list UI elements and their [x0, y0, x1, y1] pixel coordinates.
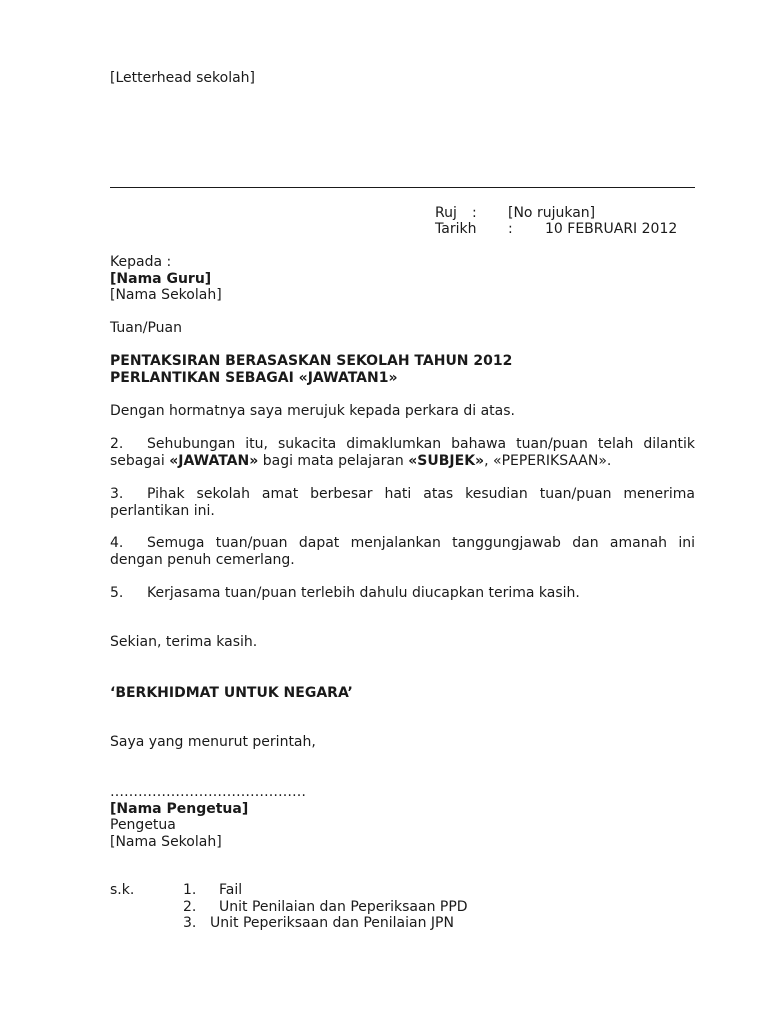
signature-block: [110, 784, 306, 850]
paragraph-text: bagi mata pelajaran: [258, 452, 409, 469]
sign-off: Saya yang menurut perintah,: [110, 734, 316, 750]
cc-item-text: Unit Penilaian dan Peperiksaan PPD: [219, 899, 468, 915]
paragraph-text: Sehubungan itu, sukacita dimaklumkan bahawa tuan/puan telah dilantik sebagai: [110, 436, 695, 469]
recipient-block: [110, 254, 222, 304]
paragraph-number: 4.: [110, 535, 124, 551]
paragraph-text: Kerjasama tuan/puan terlebih dahulu diucapkan terima kasih.: [147, 585, 580, 601]
opening-paragraph: Dengan hormatnya saya merujuk kepada perkara di atas.: [110, 403, 515, 419]
salutation: Tuan/Puan: [110, 320, 182, 336]
motto: ‘BERKHIDMAT UNTUK NEGARA’: [110, 685, 353, 701]
subject-line-2: PERLANTIKAN SEBAGAI «JAWATAN1»: [110, 369, 398, 386]
to-label: Kepada :: [110, 254, 172, 270]
subject-line-1: PENTAKSIRAN BERASASKAN SEKOLAH TAHUN 2012: [110, 353, 513, 369]
ruj-colon: :: [472, 205, 477, 221]
signatory-name: [Nama Pengetua]: [110, 800, 249, 817]
header-divider: [110, 187, 695, 188]
paragraph-text: , «PEPERIKSAAN».: [484, 452, 612, 469]
cc-item-text: Unit Peperiksaan dan Penilaian JPN: [210, 915, 454, 931]
paragraph-text: Pihak sekolah amat berbesar hati atas kesudian tuan/puan menerima perlantikan ini.: [110, 486, 695, 519]
paragraph-4: [110, 535, 695, 568]
paragraph-5: [110, 585, 580, 602]
paragraph-3: [110, 486, 695, 519]
paragraph-number: 5.: [110, 585, 124, 601]
paragraph-text: Semuga tuan/puan dapat menjalankan tanggungjawab dan amanah ini dengan penuh cemerlang.: [110, 535, 695, 568]
recipient-school: [Nama Sekolah]: [110, 287, 222, 303]
jawatan-field: «JAWATAN»: [169, 452, 259, 469]
paragraph-number: 3.: [110, 486, 124, 502]
signatory-school: [Nama Sekolah]: [110, 833, 222, 850]
cc-item-number: 3.: [183, 915, 197, 931]
subject-heading: [110, 353, 512, 386]
signature-dots: ……………………………………: [110, 784, 306, 800]
signatory-title: Pengetua: [110, 817, 176, 833]
cc-item-text: Fail: [219, 882, 243, 898]
tarikh-colon: :: [508, 221, 513, 237]
ruj-value: [No rujukan]: [508, 205, 596, 221]
paragraph-2: [110, 436, 695, 469]
cc-item-number: 1.: [183, 882, 197, 898]
tarikh-label: Tarikh: [435, 221, 477, 237]
closing: Sekian, terima kasih.: [110, 634, 258, 650]
paragraph-number: 2.: [110, 436, 124, 452]
cc-item-number: 2.: [183, 899, 197, 915]
letterhead: [Letterhead sekolah]: [110, 70, 256, 86]
ruj-label: Ruj: [435, 205, 457, 221]
tarikh-value: 10 FEBRUARI 2012: [545, 221, 678, 237]
subjek-field: «SUBJEK»: [408, 452, 485, 469]
cc-label: s.k.: [110, 882, 135, 898]
recipient-name: [Nama Guru]: [110, 270, 212, 287]
